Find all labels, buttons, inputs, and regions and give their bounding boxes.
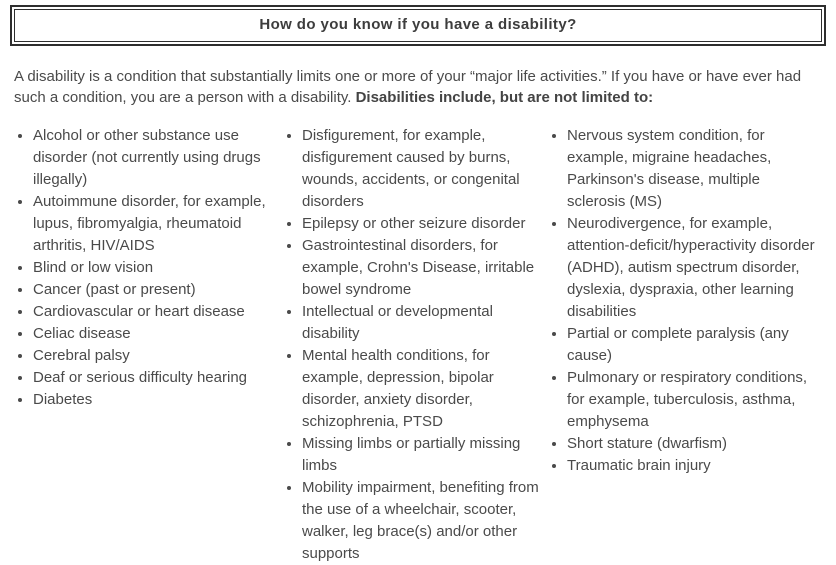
list-item: • Intellectual or developmental disability (302, 301, 544, 345)
intro-bold-text: Disabilities include, but are not limited to: (355, 89, 654, 106)
list-item: • Diabetes (33, 389, 273, 411)
title-box-inner-border (14, 9, 822, 42)
title-box (10, 5, 826, 46)
list-item: • Blind or low vision (33, 257, 273, 279)
disability-list-column-1 (14, 125, 273, 411)
section-title: How do you know if you have a disability? (259, 16, 577, 33)
disability-examples-columns (0, 125, 836, 565)
list-item: • Autoimmune disorder, for example, lupus, fibromyalgia, rheumatoid arthritis, HIV/AIDS (33, 191, 273, 257)
list-item: • Partial or complete paralysis (any cause) (567, 323, 815, 367)
list-item: • Neurodivergence, for example, attention-deficit/hyperactivity disorder (ADHD), autism spectrum disorder, dyslexia, dyspraxia, other learning disabilities (567, 213, 815, 323)
intro-text: A disability is a condition that substantially limits one or more of your “major life activities.” If you have or have ever had such a condition, you are a person with a disability. (14, 68, 802, 106)
list-item: • Missing limbs or partially missing limbs (302, 433, 544, 477)
list-item: • Cancer (past or present) (33, 279, 273, 301)
intro-paragraph (14, 66, 820, 108)
list-item: • Gastrointestinal disorders, for example, Crohn's Disease, irritable bowel syndrome (302, 235, 544, 301)
disability-info-section (0, 5, 836, 565)
list-item: • Celiac disease (33, 323, 273, 345)
list-item: • Cerebral palsy (33, 345, 273, 367)
list-item: • Pulmonary or respiratory conditions, for example, tuberculosis, asthma, emphysema (567, 367, 815, 433)
list-item: • Epilepsy or other seizure disorder (302, 213, 544, 235)
list-item: • Short stature (dwarfism) (567, 433, 815, 455)
list-item: • Cardiovascular or heart disease (33, 301, 273, 323)
list-item: • Mental health conditions, for example, depression, bipolar disorder, anxiety disorder, schizophrenia, PTSD (302, 345, 544, 433)
list-item: • Disfigurement, for example, disfigurement caused by burns, wounds, accidents, or congenital disorders (302, 125, 544, 213)
list-item: • Traumatic brain injury (567, 455, 815, 477)
list-item: • Alcohol or other substance use disorder (not currently using drugs illegally) (33, 125, 273, 191)
disability-list-column-3 (548, 125, 815, 477)
disability-list-column-2 (283, 125, 544, 565)
list-item: • Nervous system condition, for example, migraine headaches, Parkinson's disease, multiple sclerosis (MS) (567, 125, 815, 213)
list-item: • Deaf or serious difficulty hearing (33, 367, 273, 389)
list-item: • Mobility impairment, benefiting from the use of a wheelchair, scooter, walker, leg brace(s) and/or other supports (302, 477, 544, 565)
